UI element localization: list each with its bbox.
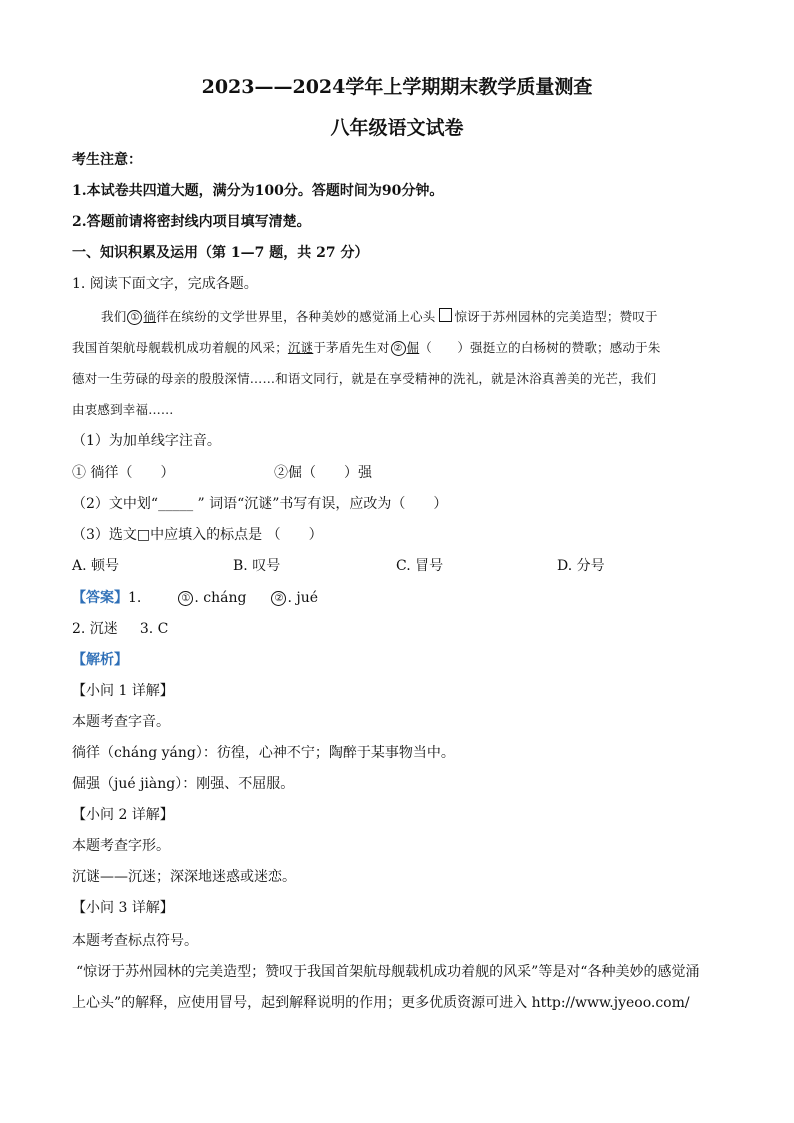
blank-box <box>439 308 452 322</box>
answer-pinyin-2: . jué <box>287 590 318 606</box>
mark-circle-1: ① <box>127 310 142 325</box>
passage-line-2 <box>72 339 661 357</box>
analysis-q1-line-1: 本题考查字音。 <box>72 714 170 730</box>
answer-number-1: 1. <box>128 590 142 606</box>
question-1-prompt: 1. 阅读下面文字，完成各题。 <box>72 276 258 292</box>
analysis-q1-line-3: 倔强（jué jiàng）：刚强、不屈服。 <box>72 776 295 792</box>
sub-question-1: （1）为加单线字注音。 <box>72 433 221 449</box>
passage-text: （ ）强挺立的白杨树的赞歌；感动于朱 <box>419 340 661 355</box>
passage-text: 于茅盾先生对 <box>313 340 390 355</box>
mark-circle-2: ② <box>391 341 406 356</box>
passage-line-1 <box>101 308 658 326</box>
notice-item-2: 2.答题前请将密封线内项目填写清楚。 <box>72 214 311 230</box>
passage-text: 惊讶于苏州园林的完美造型；赞叹于 <box>454 309 658 324</box>
underlined-word: 沉谜 <box>287 340 314 355</box>
analysis-q1-line-2: 徜徉（cháng yáng）：彷徨，心神不宁；陶醉于某事物当中。 <box>72 745 455 761</box>
passage-line-4: 由衷感到幸福…… <box>72 402 174 417</box>
underlined-char: 徜 <box>143 309 157 324</box>
sub-question-1-a: ① 徜徉（ ） <box>72 465 175 481</box>
analysis-q2-line-1: 本题考查字形。 <box>72 838 170 854</box>
option-a: A. 顿号 <box>72 558 120 574</box>
answer-3: 3. C <box>139 621 169 637</box>
section-1-heading: 一、知识积累及运用（第 1—7 题，共 27 分） <box>72 245 369 261</box>
option-b: B. 叹号 <box>233 558 281 574</box>
analysis-q3-line-3: 上心头”的解释，应使用冒号，起到解释说明的作用；更多优质资源可进入 http://www.jyeoo.com/ <box>72 995 690 1011</box>
analysis-q3-line-2: “惊讶于苏州园林的完美造型；赞叹于我国首架航母舰载机成功着舰的风采”等是对“各种美妙的感觉涌 <box>76 964 700 980</box>
answer-2: 2. 沉迷 <box>72 621 118 637</box>
option-c: C. 冒号 <box>396 558 444 574</box>
sub-question-2: （2）文中划“_____ ” 词语“沉谜”书写有误，应改为（ ） <box>72 496 448 512</box>
sub-question-3: （3）选文□中应填入的标点是 （ ） <box>72 527 323 543</box>
passage-text: 我国首架航母舰载机成功着舰的风采； <box>72 340 288 355</box>
notice-item-1: 1.本试卷共四道大题，满分为100分。答题时间为90分钟。 <box>72 183 444 199</box>
analysis-label: 【解析】 <box>72 652 128 668</box>
analysis-q3-heading: 【小问 3 详解】 <box>72 900 174 916</box>
passage-text: 徉在缤纷的文学世界里，各种美妙的感觉涌上心头 <box>156 309 436 324</box>
notice-label: 考生注意： <box>72 152 142 168</box>
answer-circle-2: ② <box>271 591 286 606</box>
answer-line <box>72 589 318 607</box>
analysis-q2-line-2: 沉谜——沉迷；深深地迷惑或迷恋。 <box>72 869 296 885</box>
underlined-char: 倔 <box>406 340 420 355</box>
passage-text: 我们 <box>101 309 127 324</box>
exam-subtitle: 八年级语文试卷 <box>330 117 464 139</box>
option-d: D. 分号 <box>557 558 605 574</box>
analysis-q2-heading: 【小问 2 详解】 <box>72 807 174 823</box>
answer-pinyin-1: . cháng <box>194 590 247 606</box>
passage-line-3: 德对一生劳碌的母亲的殷殷深情……和语文同行，就是在享受精神的洗礼，就是沐浴真善美的光芒，我们 <box>72 371 657 386</box>
answer-circle-1: ① <box>178 591 193 606</box>
answer-line-2 <box>72 620 168 638</box>
sub-question-1-b: ②倔（ ）强 <box>274 465 372 481</box>
answer-label: 【答案】 <box>72 590 128 606</box>
analysis-q3-line-1: 本题考查标点符号。 <box>72 933 198 949</box>
exam-title: 2023——2024学年上学期期末教学质量测查 <box>201 76 593 98</box>
analysis-q1-heading: 【小问 1 详解】 <box>72 683 174 699</box>
